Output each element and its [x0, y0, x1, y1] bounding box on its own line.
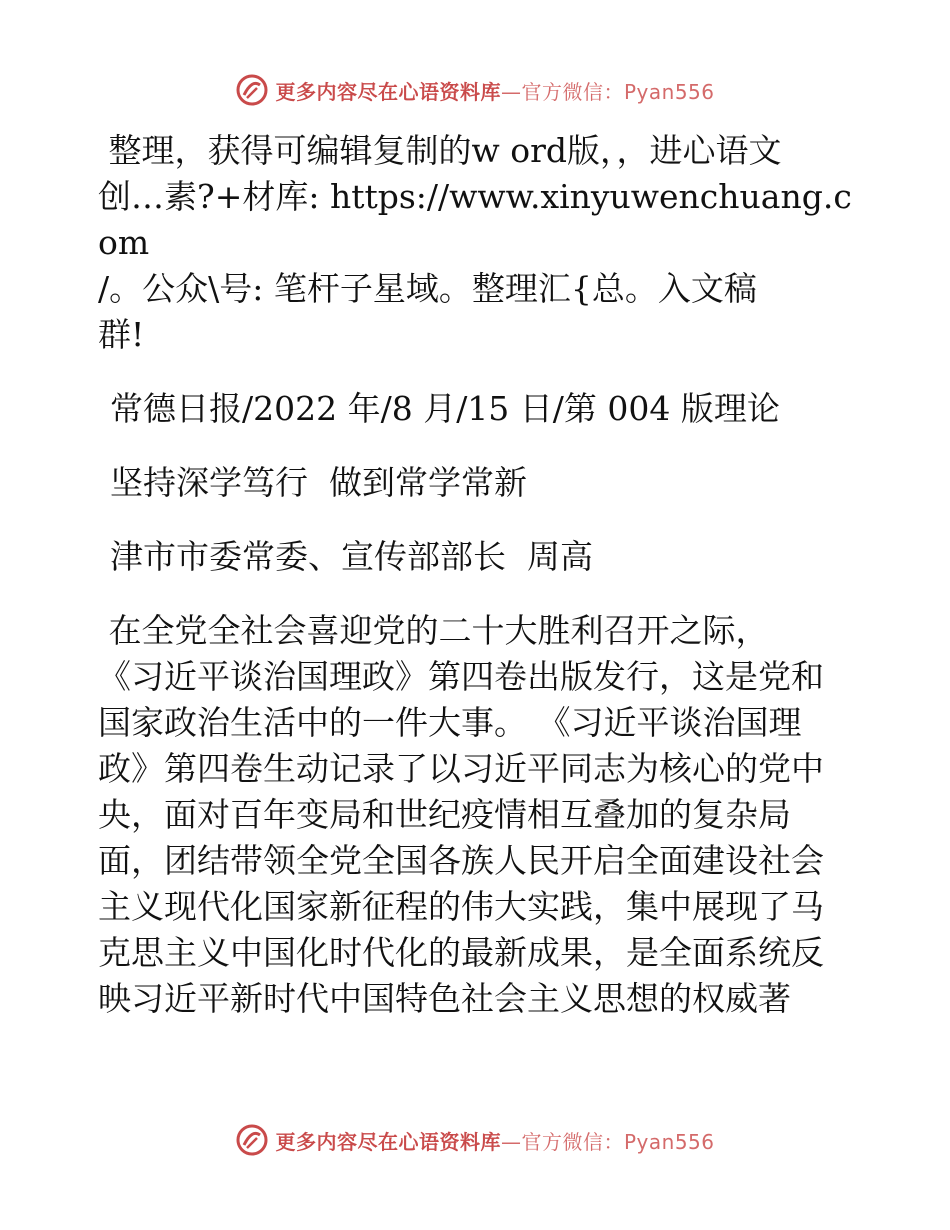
banner-wechat-id: Pyan556 [623, 79, 715, 104]
document-body [98, 128, 858, 1022]
header-banner [0, 70, 950, 110]
body-line: 映习近平新时代中国特色社会主义思想的权威著 [98, 979, 791, 1018]
banner-wechat-label: —官方微信： [500, 1129, 624, 1154]
notice-line: 群! [98, 315, 145, 354]
body-line: 国家政治生活中的一件大事。 《习近平谈治国理 [98, 703, 802, 742]
banner-wechat-label: —官方微信： [500, 79, 624, 104]
banner-library-text: 更多内容尽在心语资料库 [275, 79, 501, 104]
footer-banner [0, 1120, 950, 1160]
banner-library-text: 更多内容尽在心语资料库 [275, 1129, 501, 1154]
notice-line: /。公众\号: 笔杆子星域。整理汇{总。入文稿 [98, 269, 757, 308]
body-line: 央，面对百年变局和世纪疫情相互叠加的复杂局 [98, 795, 791, 834]
article-title: 坚持深学笃行 做到常学常新 [110, 463, 527, 502]
body-line: 政》第四卷生动记录了以习近平同志为核心的党中 [98, 749, 824, 788]
article-body [98, 608, 858, 1022]
banner-wechat-id: Pyan556 [623, 1129, 715, 1154]
body-line: 《习近平谈治国理政》第四卷出版发行，这是党和 [98, 657, 824, 696]
body-line: 在全党全社会喜迎党的二十大胜利召开之际， [98, 611, 769, 650]
body-line: 主义现代化国家新征程的伟大实践，集中展现了马 [98, 887, 824, 926]
footer-banner-text [275, 1126, 714, 1155]
logo-icon [235, 1123, 269, 1157]
article-author: 津市市委常委、宣传部部长 周高 [110, 537, 593, 576]
notice-line: 创…素?+材库: https://www.xinyuwenchuang.com [98, 177, 852, 262]
body-line: 面，团结带领全党全国各族人民开启全面建设社会 [98, 841, 824, 880]
header-banner-text [275, 76, 714, 105]
body-line: 克思主义中国化时代化的最新成果，是全面系统反 [98, 933, 824, 972]
notice-line: 整理，获得可编辑复制的w ord版，，进心语文 [98, 131, 782, 170]
notice-block [98, 128, 858, 358]
logo-icon [235, 73, 269, 107]
article-source: 常德日报/2022 年/8 月/15 日/第 004 版理论 [110, 389, 780, 428]
